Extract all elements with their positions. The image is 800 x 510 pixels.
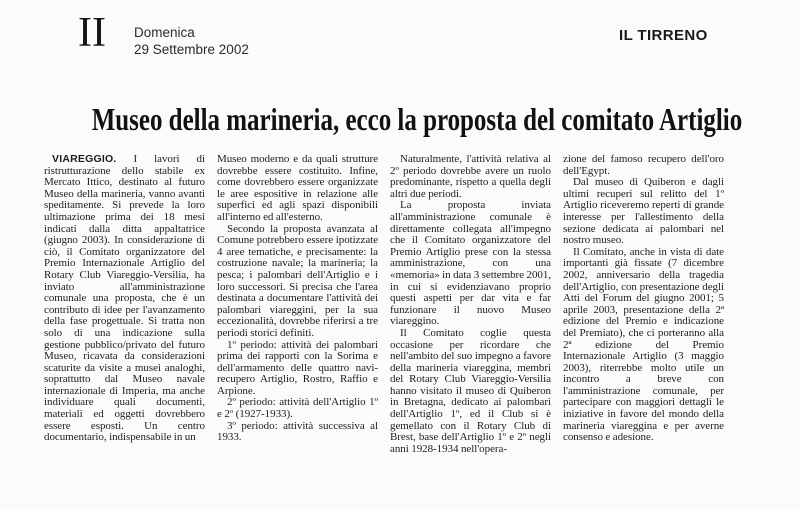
day-label: Domenica (134, 25, 195, 40)
paragraph: Dal museo di Quiberon e dagli ultimi recuperi sul relitto del 1º Artiglio riceveremo reperti di grande interesse per l'allestimento della sezione dedicata ai palombari nel nostro museo. (563, 176, 724, 247)
paragraph: zione del famoso recupero dell'oro dell'Egypt. (563, 153, 724, 177)
column-4 (563, 154, 724, 455)
date-label: 29 Settembre 2002 (134, 42, 249, 57)
article-body (44, 154, 724, 455)
paragraph: 1º periodo: attività dei palombari prima dei rapporti con la Sorima e dell'armamento delle quattro navi-recupero Artiglio, Rostro, Raffio e Arpione. (217, 338, 378, 397)
column-2 (217, 154, 378, 455)
paragraph: Naturalmente, l'attività relativa al 2º periodo dovrebbe avere un ruolo predominante, rispetto a quella degli altri due periodi. (390, 153, 551, 200)
masthead: IL TIRRENO (619, 27, 708, 44)
paragraph: Il Comitato, anche in vista di date importanti già fissate (7 dicembre 2002, anniversario della tragedia dell'Artiglio, con presentazione degli Atti del Forum del giugno 2001; 5 aprile 2003, presentazione della 2ª edizione del Premio e indicazione del Premiato), che ci porteranno alla 2ª edizione del Premio Internazionale Artiglio (3 maggio 2003), riterrebbe molto utile un incontro a breve con l'amministrazione comunale, per partecipare con maggiori dettagli le iniziative in favore del mondo della marineria viareggina e per averne consenso e adesione. (563, 245, 724, 444)
headline (0, 100, 800, 138)
column-1 (44, 154, 205, 455)
date-block (134, 24, 249, 58)
paragraph (44, 154, 205, 444)
paragraph: Secondo la proposta avanzata al Comune potrebbero essere ipotizzate 4 aree tematiche, e precisamente: la costruzione navale; la marineria; la pesca; i palombari dell'Artiglio e i loro successori. Si precisa che l'area destinata a documentare l'attività dei palombari viareggini, per la sua eccezionalità, dovrebbe riferirsi a tre periodi storici definiti. (217, 222, 378, 339)
dateline: VIAREGGIO. (52, 153, 117, 165)
column-3 (390, 154, 551, 455)
headline-text: Museo della marineria, ecco la proposta del comitato Artiglio (91, 101, 743, 137)
paragraph: La proposta inviata all'amministrazione comunale è direttamente collegata all'impegno che il Comitato organizzatore del Premio Artiglio prese con la stessa amministrazione, con una «memoria» in data 3 settembre 2001, in cui si evidenziavano proprio questi aspetti per dar vita e far funzionare il nuovo Museo viareggino. (390, 199, 551, 328)
paragraph: 3º periodo: attività successiva al 1933. (217, 419, 378, 444)
page-number: II (78, 10, 106, 56)
paragraph: Il Comitato coglie questa occasione per ricordare che nell'ambito del suo impegno a favore della marineria viareggina, membri del Rotary Club Viareggio-Versilia hanno visitato il museo di Quiberon in Bretagna, dedicato ai palombari dell'Artiglio 1º, ed il Club si è gemellato con il Rotary Club di Brest, base dell'Artiglio 1º e 2º negli anni 1928-1934 nell'opera- (390, 326, 551, 455)
paragraph: 2º periodo: attività dell'Artiglio 1º e 2º (1927-1933). (217, 396, 378, 421)
paragraph-text: I lavori di ristrutturazione dello stabile ex Mercato Ittico, destinato al futuro Museo della marineria, vanno avanti speditamente. Si prevede la loro ultimazione prima dei 18 mesi indicati dalla ditta appaltatrice (giugno 2003). In considerazione di ciò, il Comitato organizzatore del Premio Internazionale Artiglio del Rotary Club Viareggio-Versilia, ha inviato all'amministrazione comunale una proposta, che è un contributo di idee per l'avanzamento della fase progettuale. Si tratta non solo di una indicazione sulla gestione pubblico/privato del futuro Museo, ricavata da considerazioni scaturite da visite a musei analoghi, soprattutto dal Museo navale internazionale di Imperia, ma anche individuare quali documenti, materiali ed oggetti dovrebbero essere esposti. Un centro documentario, indispensabile in un (44, 153, 205, 444)
paragraph: Museo moderno e da quali strutture dovrebbe essere costituito. Infine, come dovrebbero essere organizzate le aree espositive in relazione alle superfici ed agli spazi disponibili all'interno ed all'esterno. (217, 153, 378, 223)
